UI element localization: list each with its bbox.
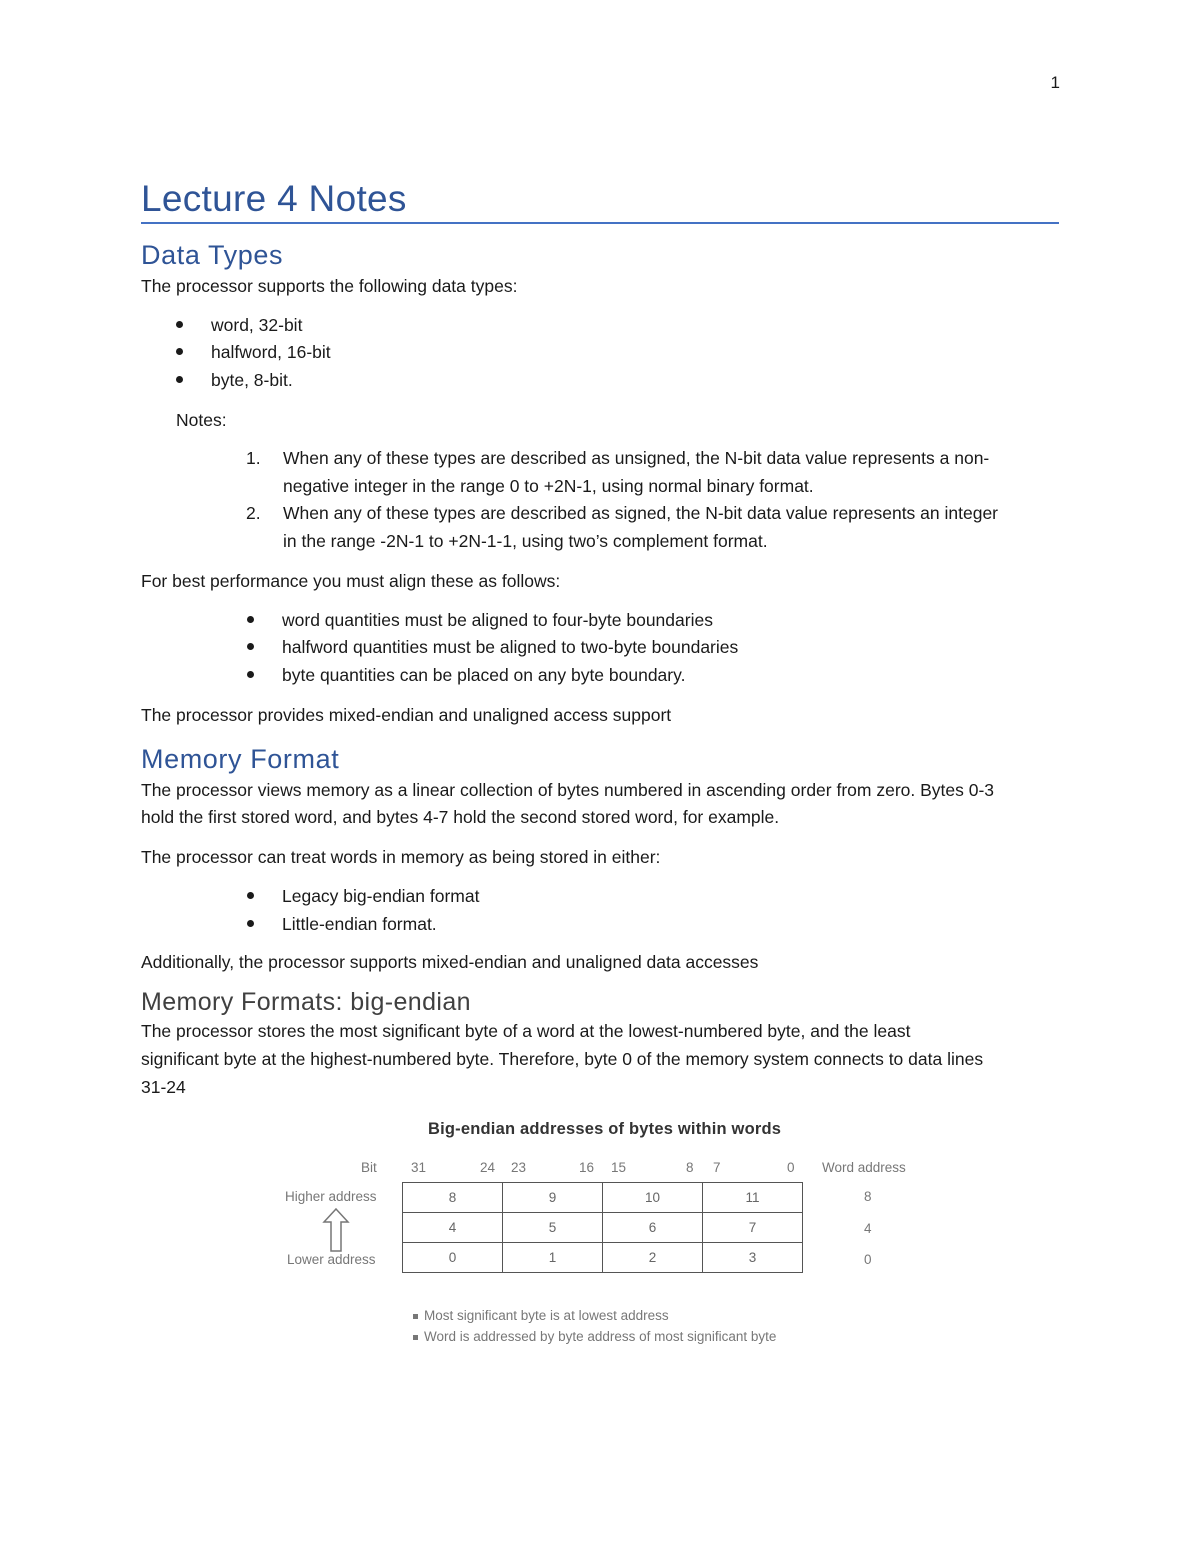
data-types-closing: The processor provides mixed-endian and unaligned access support <box>141 705 672 725</box>
bit-number: 24 <box>480 1160 496 1175</box>
memory-format-para-line: The processor views memory as a linear collection of bytes numbered in ascending order from zero. Bytes 0-3 <box>141 780 995 800</box>
notes-label: Notes: <box>176 410 227 430</box>
big-endian-heading: Memory Formats: big-endian <box>141 988 471 1016</box>
byte-cell: 7 <box>703 1213 803 1243</box>
word-address-label: Word address <box>822 1160 906 1175</box>
byte-cell: 11 <box>703 1183 803 1213</box>
bit-number: 16 <box>579 1160 595 1175</box>
data-types-intro: The processor supports the following data types: <box>141 276 518 296</box>
big-endian-para-line: 31-24 <box>141 1077 186 1097</box>
list-item: halfword, 16-bit <box>211 342 331 362</box>
memory-format-para: Additionally, the processor supports mixed-endian and unaligned data accesses <box>141 952 759 972</box>
word-address-value: 8 <box>864 1189 872 1204</box>
bit-number: 0 <box>787 1160 795 1175</box>
note-text-line: When any of these types are described as signed, the N-bit data value represents an integer <box>283 503 999 523</box>
page-number: 1 <box>1050 73 1060 92</box>
list-item: word, 32-bit <box>211 315 303 335</box>
figure-note: Most significant byte is at lowest address <box>424 1308 669 1323</box>
table-row <box>403 1183 803 1213</box>
byte-cell: 9 <box>503 1183 603 1213</box>
title-rule <box>141 222 1059 224</box>
byte-cell: 4 <box>403 1213 503 1243</box>
list-bullet <box>247 671 254 678</box>
note-text-line: negative integer in the range 0 to +2N-1, using normal binary format. <box>283 476 814 496</box>
note-number: 1. <box>246 448 261 468</box>
list-item: Little-endian format. <box>282 914 437 934</box>
memory-format-heading: Memory Format <box>141 744 340 774</box>
bit-number: 7 <box>713 1160 721 1175</box>
page-title: Lecture 4 Notes <box>141 178 407 219</box>
bit-number: 23 <box>511 1160 527 1175</box>
bit-number: 31 <box>411 1160 427 1175</box>
list-bullet <box>247 616 254 623</box>
list-bullet <box>247 643 254 650</box>
note-text-line: When any of these types are described as unsigned, the N-bit data value represents a non- <box>283 448 990 468</box>
bit-number: 8 <box>686 1160 694 1175</box>
byte-cell: 6 <box>603 1213 703 1243</box>
byte-cell: 5 <box>503 1213 603 1243</box>
bit-label: Bit <box>361 1160 377 1175</box>
byte-cell: 10 <box>603 1183 703 1213</box>
align-intro: For best performance you must align these as follows: <box>141 571 561 591</box>
big-endian-para-line: significant byte at the highest-numbered byte. Therefore, byte 0 of the memory system connects to data lines <box>141 1049 984 1069</box>
byte-address-table <box>402 1182 803 1273</box>
note-text-line: in the range -2N-1 to +2N-1-1, using two’s complement format. <box>283 531 768 551</box>
byte-cell: 2 <box>603 1243 703 1273</box>
lower-address-label: Lower address <box>287 1252 376 1267</box>
figure-note-bullet <box>413 1335 418 1340</box>
list-bullet <box>247 920 254 927</box>
byte-cell: 1 <box>503 1243 603 1273</box>
list-bullet <box>176 376 183 383</box>
table-row <box>403 1243 803 1273</box>
list-item: halfword quantities must be aligned to two-byte boundaries <box>282 637 739 657</box>
list-item: byte quantities can be placed on any byte boundary. <box>282 665 686 685</box>
data-types-heading: Data Types <box>141 240 284 270</box>
figure-title: Big-endian addresses of bytes within words <box>428 1120 782 1138</box>
list-item: byte, 8-bit. <box>211 370 293 390</box>
list-bullet <box>176 321 183 328</box>
up-arrow-icon <box>322 1207 350 1253</box>
note-number: 2. <box>246 503 261 523</box>
word-address-value: 0 <box>864 1252 872 1267</box>
list-item: Legacy big-endian format <box>282 886 480 906</box>
memory-format-para-line: hold the first stored word, and bytes 4-7 hold the second stored word, for example. <box>141 807 780 827</box>
table-row <box>403 1213 803 1243</box>
bit-number: 15 <box>611 1160 627 1175</box>
higher-address-label: Higher address <box>285 1189 377 1204</box>
list-bullet <box>176 348 183 355</box>
list-bullet <box>247 892 254 899</box>
byte-cell: 8 <box>403 1183 503 1213</box>
figure-note: Word is addressed by byte address of most significant byte <box>424 1329 777 1344</box>
memory-format-para: The processor can treat words in memory as being stored in either: <box>141 847 661 867</box>
byte-cell: 3 <box>703 1243 803 1273</box>
big-endian-para-line: The processor stores the most significant byte of a word at the lowest-numbered byte, and the least <box>141 1021 911 1041</box>
byte-cell: 0 <box>403 1243 503 1273</box>
list-item: word quantities must be aligned to four-byte boundaries <box>282 610 713 630</box>
figure-note-bullet <box>413 1314 418 1319</box>
word-address-value: 4 <box>864 1221 872 1236</box>
